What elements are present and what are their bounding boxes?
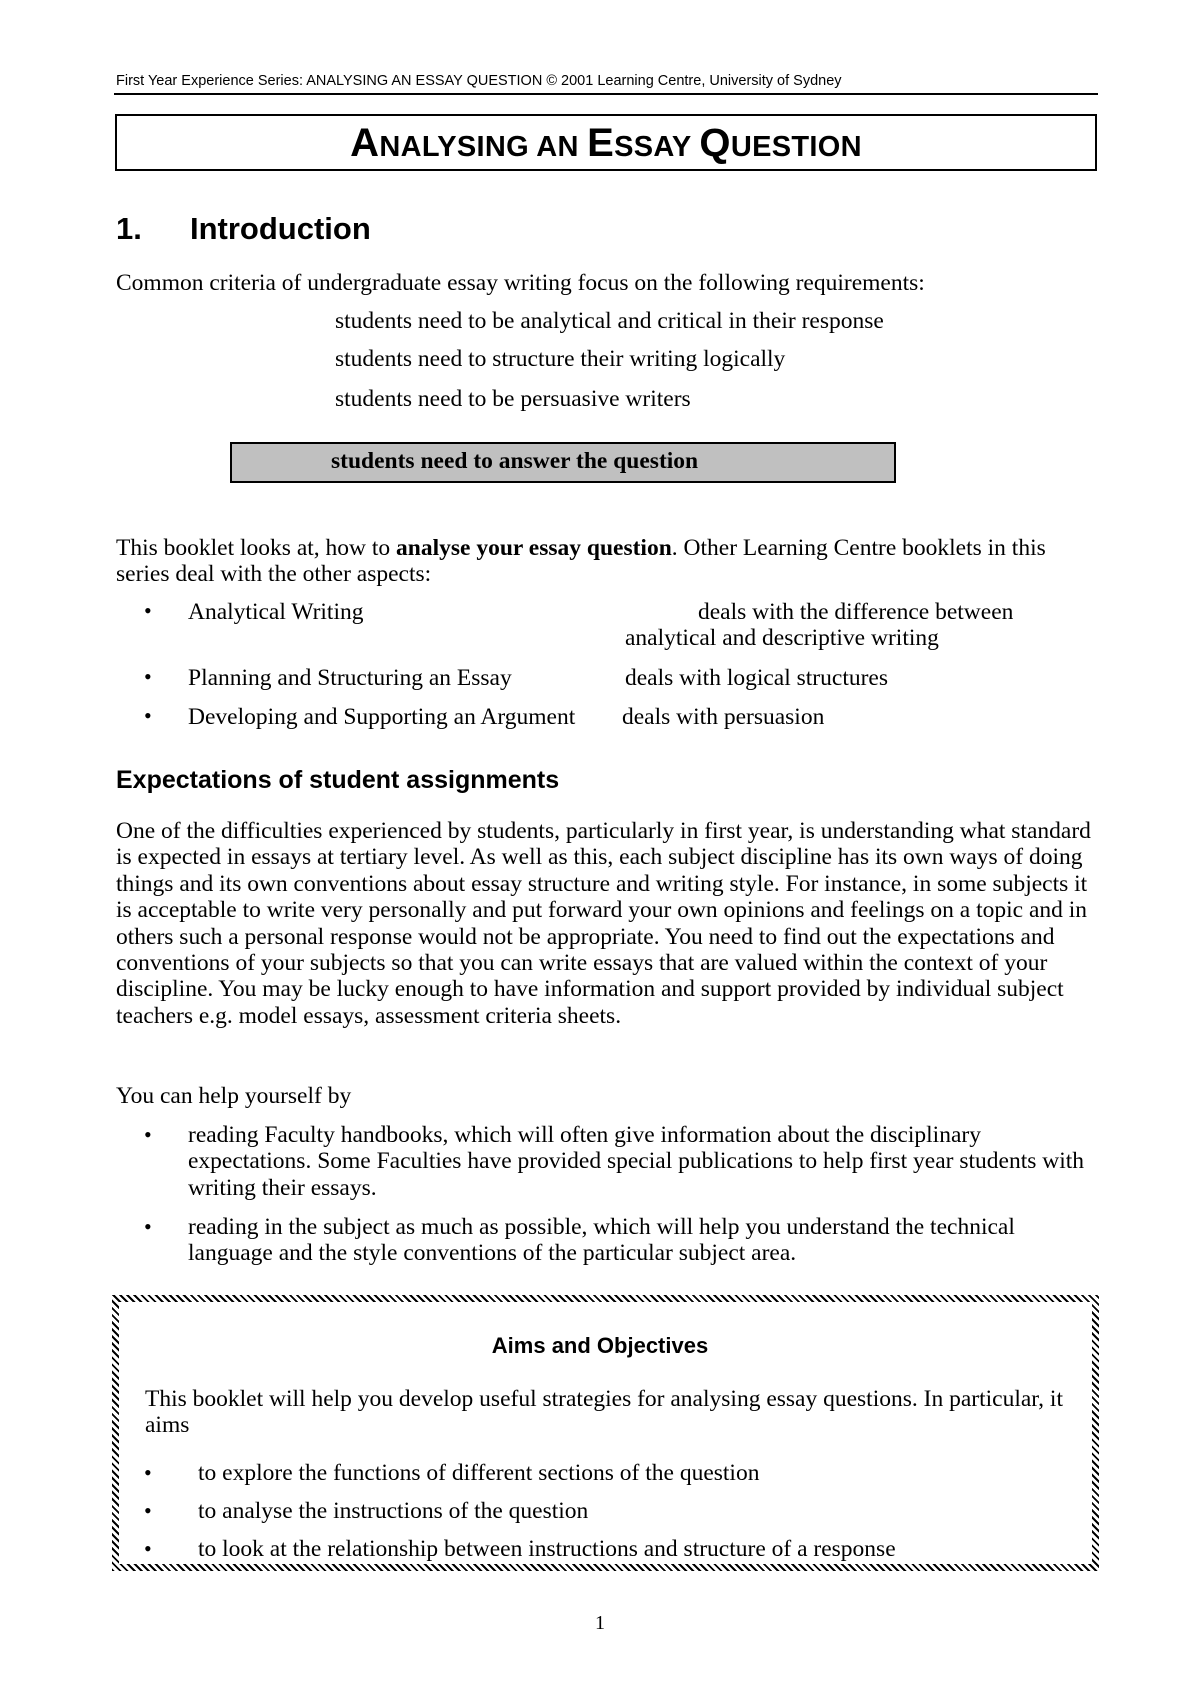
title-segment-2: SSAY <box>614 131 700 163</box>
related-booklet-title: Planning and Structuring an Essay <box>188 665 512 691</box>
title-segment-3: UESTION <box>730 131 862 163</box>
title-box <box>115 114 1097 171</box>
related-booklet-title: Analytical Writing <box>188 599 364 625</box>
aims-heading: Aims and Objectives <box>491 1333 709 1358</box>
bullet-icon: • <box>144 1536 152 1561</box>
bullet-icon: • <box>144 1460 152 1485</box>
bullet-icon: • <box>144 598 152 623</box>
bullet-icon: • <box>144 664 152 689</box>
section-title: Introduction <box>190 211 371 246</box>
bullet-icon: • <box>144 1498 152 1523</box>
title-initial-q: Q <box>699 121 731 165</box>
section-heading-introduction <box>116 211 371 247</box>
requirement-item: students need to structure their writing logically <box>335 346 786 372</box>
help-item: reading in the subject as much as possible, which will help you understand the technical language and the style conventions of the particular subject area. <box>188 1214 1015 1267</box>
intro-lead: Common criteria of undergraduate essay writing focus on the following requirements: <box>116 270 925 296</box>
title-initial-e: E <box>587 121 615 165</box>
related-booklet-desc: deals with logical structures <box>625 665 888 691</box>
title-initial-a: A <box>350 121 380 165</box>
section-number: 1. <box>116 211 142 246</box>
document-title <box>117 116 1095 174</box>
aims-item: to explore the functions of different sections of the question <box>198 1460 760 1486</box>
booklet-text-post: . Other Learning Centre booklets in this series deal with the other aspects: <box>116 535 1046 587</box>
title-segment-1: NALYSING AN <box>379 131 588 163</box>
booklet-text-pre: This booklet looks at, how to <box>116 535 397 561</box>
booklet-text-bold: analyse your essay question <box>396 535 672 561</box>
related-booklet-desc: deals with the difference between <box>698 599 1014 625</box>
header-rule <box>114 93 1098 95</box>
requirement-item: students need to be analytical and critical in their response <box>335 308 884 334</box>
aims-item: to look at the relationship between instructions and structure of a response <box>198 1536 896 1562</box>
aims-item: to analyse the instructions of the question <box>198 1498 589 1524</box>
requirement-item: students need to be persuasive writers <box>335 386 691 412</box>
related-booklet-desc: deals with persuasion <box>622 704 825 730</box>
help-lead: You can help yourself by <box>116 1083 352 1109</box>
booklet-paragraph <box>116 535 1056 587</box>
page-number: 1 <box>595 1612 605 1634</box>
running-header: First Year Experience Series: ANALYSING AN ESSAY QUESTION © 2001 Learning Centre, University of Sydney <box>116 73 842 89</box>
bullet-icon: • <box>144 1122 152 1147</box>
related-booklet-title: Developing and Supporting an Argument <box>188 704 576 730</box>
expectations-paragraph: One of the difficulties experienced by students, particularly in first year, is understanding what standard is expected in essays at tertiary level. As well as this, each subject discipline has its own ways of doing things and its own conventions about essay structure and writing style. For instance, in some subjects it is acceptable to write very personally and put forward your own opinions and feelings on a topic and in others such a personal response would not be appropriate. You need to find out the expectations and conventions of your subjects so that you can write essays that are valued within the context of your discipline. You may be lucky enough to have information and support provided by individual subject teachers e.g. model essays, assessment criteria sheets. <box>116 818 1091 1029</box>
subheading-expectations: Expectations of student assignments <box>116 766 560 794</box>
help-item: reading Faculty handbooks, which will often give information about the disciplinary expectations. Some Faculties have provided special publications to help first year students with writing their essays. <box>188 1122 1085 1201</box>
related-booklet-desc-cont: analytical and descriptive writing <box>625 625 939 651</box>
bullet-icon: • <box>144 703 152 728</box>
aims-lead: This booklet will help you develop useful strategies for analysing essay questions. In particular, it aims <box>145 1386 1063 1439</box>
bullet-icon: • <box>144 1214 152 1239</box>
highlight-requirement: students need to answer the question <box>331 448 699 474</box>
